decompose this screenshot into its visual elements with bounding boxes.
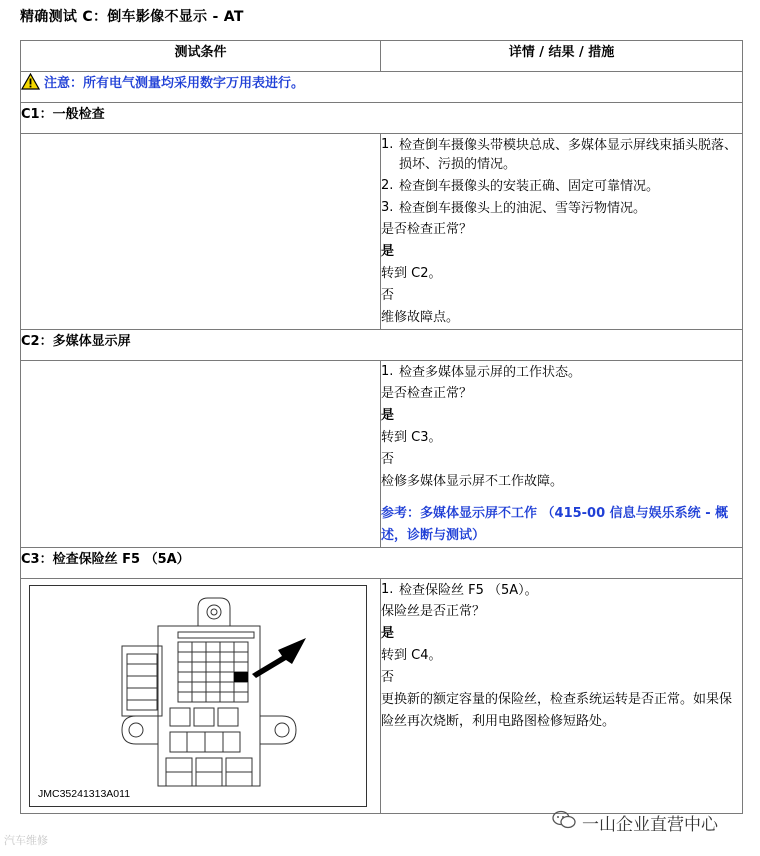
c3-step-1-text: 检查保险丝 F5 （5A）。 [399, 582, 538, 598]
c3-question: 保险丝是否正常？ [381, 604, 486, 619]
c1-step-1-text: 检查倒车摄像头带模块总成、多媒体显示屏线束插头脱落、损坏、污损的情况。 [399, 137, 738, 172]
c1-condition-cell [21, 134, 381, 330]
c1-yes: 是 [381, 244, 395, 259]
c3-no-action: 更换新的额定容量的保险丝，检查系统运转是否正常。如果保险丝再次烧断，利用电路图检修短路处。 [381, 692, 733, 729]
table-header-row [21, 41, 743, 72]
note-cell [21, 72, 743, 103]
c2-content-row [21, 361, 743, 548]
page-title: 精确测试 C：倒车影像不显示 - AT [20, 9, 244, 25]
c3-step-1-number: 1. [381, 582, 394, 597]
c2-reference-link[interactable]: 参考：多媒体显示屏不工作 （415-00 信息与娱乐系统 - 概述，诊断与测试） [381, 506, 729, 543]
c2-condition-cell [21, 361, 381, 548]
fuse-f5-highlight [234, 672, 248, 682]
c1-yes-action: 转到 C2。 [381, 266, 442, 281]
test-table [20, 40, 743, 814]
note-row [21, 72, 743, 103]
c1-step-3-number: 3. [381, 200, 394, 215]
c1-no: 否 [381, 288, 395, 303]
c2-no-action: 检修多媒体显示屏不工作故障。 [381, 474, 564, 489]
c2-yes-action: 转到 C3。 [381, 430, 442, 445]
c3-yes-action: 转到 C4。 [381, 648, 442, 663]
c2-yes: 是 [381, 408, 395, 423]
c2-no: 否 [381, 452, 395, 467]
c2-step-1 [381, 361, 742, 383]
c3-content-row [21, 579, 743, 814]
fuse-box-diagram [30, 586, 366, 806]
c1-step-3-text: 检查倒车摄像头上的油泥、雪等污物情况。 [399, 200, 647, 216]
c1-question: 是否检查正常？ [381, 222, 473, 237]
c2-step-1-number: 1. [381, 364, 394, 379]
watermark-right-text: 一山企业直营中心 [582, 815, 718, 835]
watermark-left: 汽车维修 [4, 834, 48, 847]
c1-step-1-number: 1. [381, 137, 394, 152]
c1-step-2-text: 检查倒车摄像头的安装正确、固定可靠情况。 [399, 178, 660, 194]
header-test-condition: 测试条件 [21, 41, 381, 72]
c2-details-cell [381, 361, 743, 548]
warning-icon [21, 73, 40, 94]
c1-step-2 [381, 175, 742, 197]
c1-heading: C1：一般检查 [21, 103, 743, 134]
c2-heading-row [21, 330, 743, 361]
c2-question: 是否检查正常？ [381, 386, 473, 401]
header-details: 详情 / 结果 / 措施 [381, 41, 743, 72]
watermark-right [552, 810, 718, 835]
c1-content-row [21, 134, 743, 330]
c1-step-3 [381, 197, 742, 219]
c3-step-1 [381, 579, 742, 601]
c1-step-1 [381, 134, 742, 175]
figure-label: JMC35241313A011 [38, 788, 131, 800]
c1-no-action: 维修故障点。 [381, 310, 460, 325]
fuse-box-figure [29, 585, 367, 807]
c3-heading-row [21, 548, 743, 579]
c3-yes: 是 [381, 626, 395, 641]
c1-step-2-number: 2. [381, 178, 394, 193]
c3-details-cell [381, 579, 743, 814]
wechat-icon [552, 810, 576, 835]
c3-condition-cell [21, 579, 381, 814]
note-text: 注意：所有电气测量均采用数字万用表进行。 [44, 76, 305, 91]
c2-step-1-text: 检查多媒体显示屏的工作状态。 [399, 364, 582, 380]
c3-heading: C3：检查保险丝 F5 （5A） [21, 548, 743, 579]
c1-details-cell [381, 134, 743, 330]
c2-heading: C2：多媒体显示屏 [21, 330, 743, 361]
c1-heading-row [21, 103, 743, 134]
c3-no: 否 [381, 670, 395, 685]
